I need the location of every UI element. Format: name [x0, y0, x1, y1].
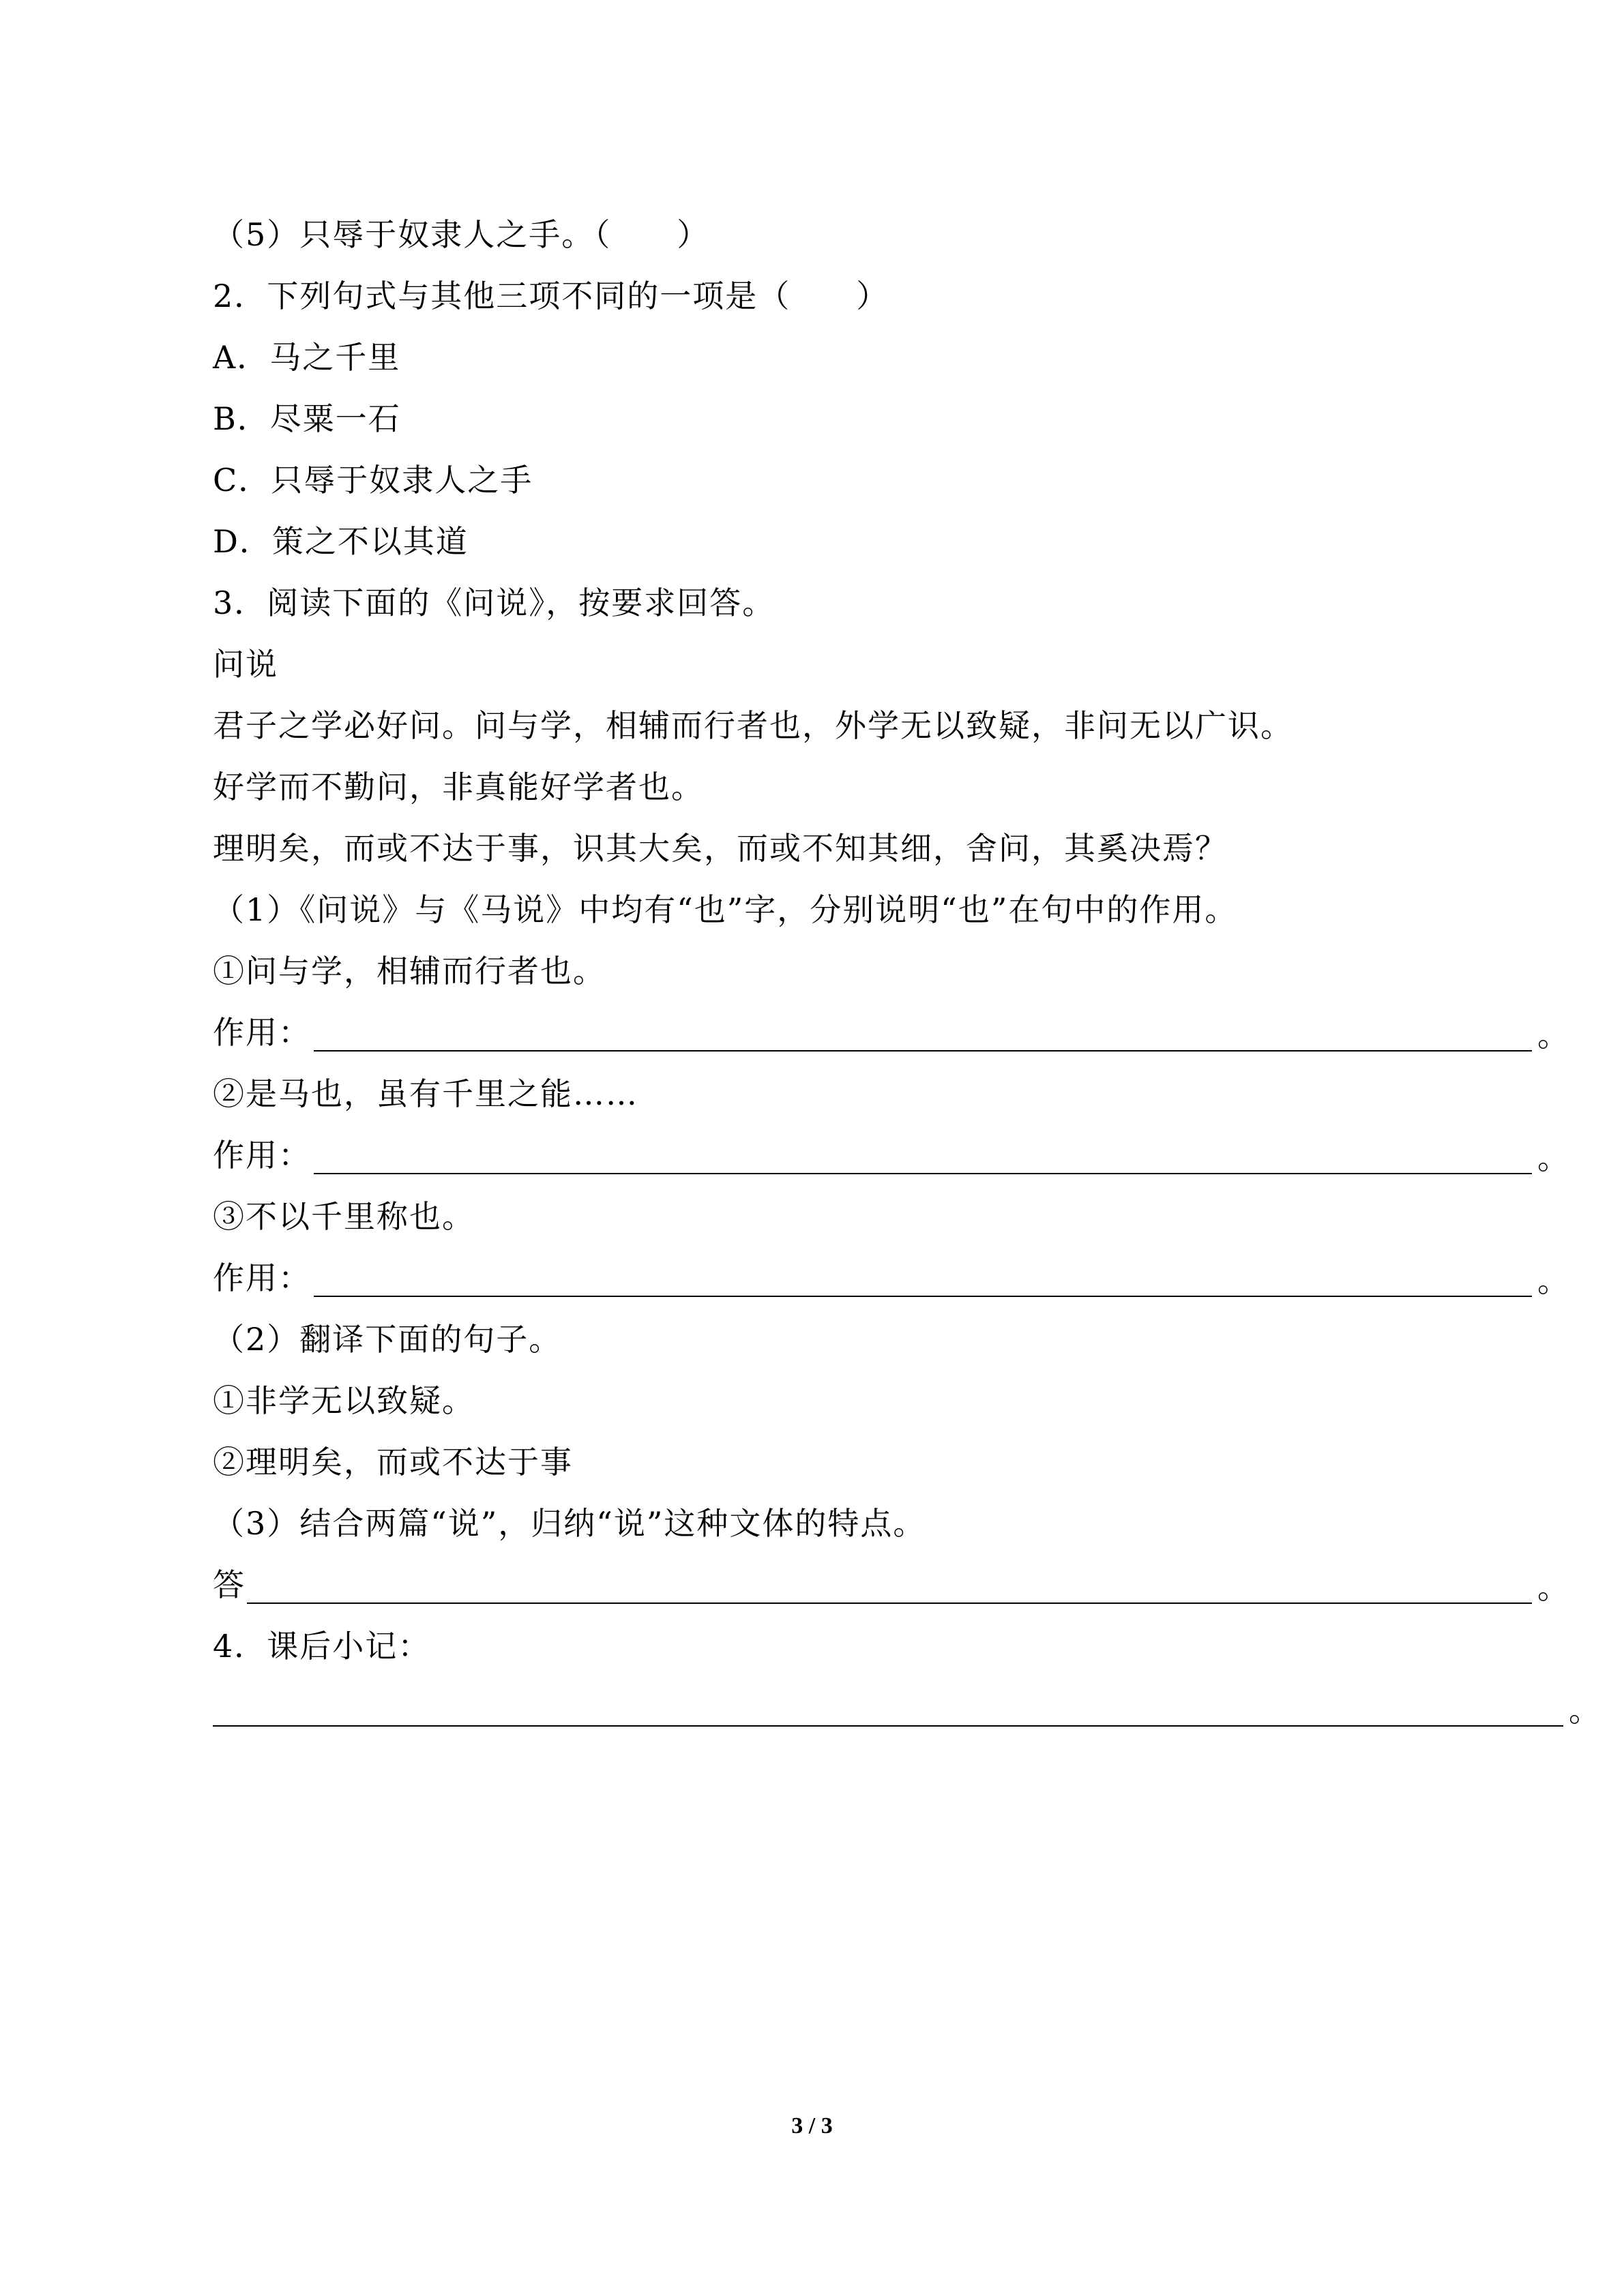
- notes-blank[interactable]: [213, 1725, 1563, 1727]
- question-3-2-item-1: ①非学无以致疑。: [213, 1382, 475, 1419]
- page-number: 3 / 3: [791, 2113, 833, 2138]
- question-2-option-b: B．尽粟一石: [213, 400, 401, 437]
- question-1-5: （5）只辱于奴隶人之手。（ ）: [213, 216, 710, 253]
- answer-period: 。: [1537, 1262, 1569, 1299]
- answer-period: 。: [1537, 1017, 1569, 1054]
- question-3-2: （2）翻译下面的句子。: [213, 1321, 562, 1358]
- question-2: 2．下列句式与其他三项不同的一项是（ ）: [213, 278, 889, 314]
- question-3-2-item-2: ②理明矣，而或不达于事: [213, 1444, 573, 1480]
- passage-paragraph-3: 理明矣，而或不达于事，识其大矣，而或不知其细，舍问，其奚决焉？: [213, 830, 1228, 867]
- passage-paragraph-2: 好学而不勤问，非真能好学者也。: [213, 769, 704, 805]
- answer-blank[interactable]: [247, 1602, 1532, 1604]
- question-2-option-a: A．马之千里: [213, 339, 401, 376]
- question-2-option-c: C．只辱于奴隶人之手: [213, 462, 533, 498]
- answer-blank[interactable]: [314, 1296, 1532, 1297]
- passage-title: 问说: [213, 646, 278, 683]
- answer-label: 作用：: [213, 1014, 311, 1051]
- question-3-1: （1）《问说》与《马说》中均有“也”字，分别说明“也”在句中的作用。: [213, 891, 1238, 928]
- question-4: 4．课后小记：: [213, 1628, 431, 1665]
- answer-period: 。: [1569, 1692, 1600, 1729]
- answer-blank[interactable]: [314, 1173, 1532, 1174]
- answer-period: 。: [1537, 1569, 1569, 1606]
- passage-paragraph-1: 君子之学必好问。问与学，相辅而行者也，外学无以致疑，非问无以广识。: [213, 707, 1293, 744]
- question-2-option-d: D．策之不以其道: [213, 523, 469, 560]
- answer-label: 作用：: [213, 1259, 311, 1296]
- question-3-1-item-1: ①问与学，相辅而行者也。: [213, 953, 606, 989]
- answer-label: 答: [213, 1566, 246, 1603]
- question-3-1-item-2: ②是马也，虽有千里之能……: [213, 1075, 638, 1112]
- answer-blank[interactable]: [314, 1050, 1532, 1052]
- answer-period: 。: [1537, 1139, 1569, 1176]
- question-3: 3．阅读下面的《问说》，按要求回答。: [213, 584, 776, 621]
- question-3-1-item-3: ③不以千里称也。: [213, 1198, 475, 1235]
- question-3-3: （3）结合两篇“说”，归纳“说”这种文体的特点。: [213, 1505, 926, 1542]
- answer-label: 作用：: [213, 1137, 311, 1174]
